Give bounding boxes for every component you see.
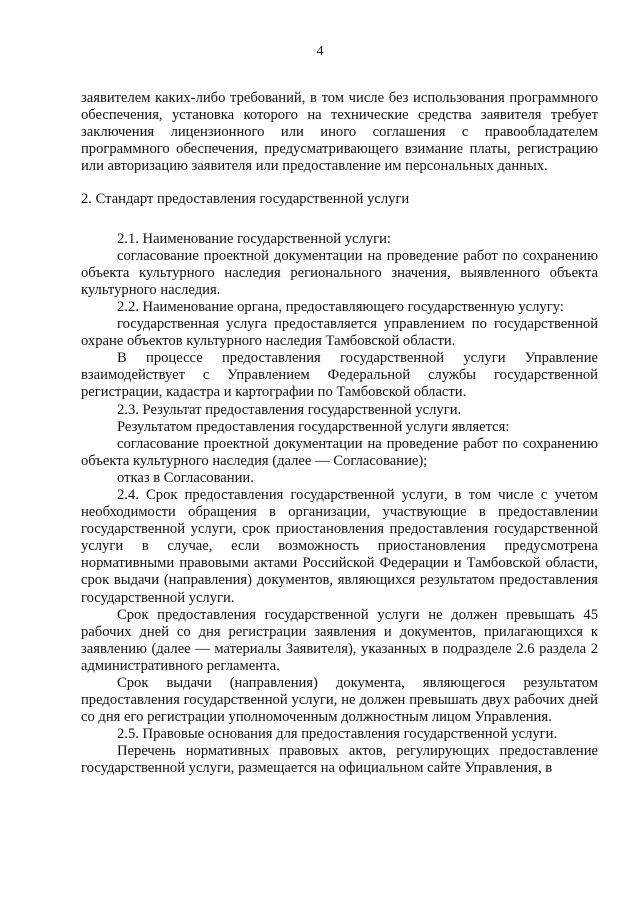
paragraph: согласование проектной документации на проведение работ по сохранению объекта культурного наследия регионального значения, выявленного объекта культурного наследия. [81, 247, 598, 298]
paragraph: 2.1. Наименование государственной услуги: [117, 230, 391, 247]
page-number: 4 [316, 44, 324, 59]
paragraph: 2.5. Правовые основания для предоставления государственной услуги. [117, 726, 558, 743]
paragraph: 2.2. Наименование органа, предоставляющего государственную услугу: [117, 298, 564, 315]
paragraph: 2.4. Срок предоставления государственной услуги, в том числе с учетом необходимости обращения в организации, участвующие в предоставлении государственной услуги, срок приостановления предоставления государственной услуги в случае, если возможность приостановления предусмотрена нормативными правовыми актами Российской Федерации и Тамбовской области, срок выдачи (направления) документов, являющихся результатом предоставления государственной услуги. [81, 486, 598, 606]
paragraph: Срок выдачи (направления) документа, являющегося результатом предоставления государственной услуги, не должен превышать двух рабочих дней со дня его регистрации уполномоченным должностным лицом Управления. [81, 675, 598, 726]
paragraph: согласование проектной документации на проведение работ по сохранению объекта культурного наследия (далее — Согласование); [81, 435, 598, 469]
paragraph: государственная услуга предоставляется управлением по государственной охране объектов культурного наследия Тамбовской области. [81, 316, 598, 350]
paragraph: заявителем каких-либо требований, в том числе без использования программного обеспечения, установка которого на технические средства заявителя требует заключения лицензионного или иного соглашения с правообладателем программного обеспечения, предусматривающего взимание платы, регистрацию или авторизацию заявителя или предоставление им персональных данных. [81, 90, 598, 175]
section-heading: 2. Стандарт предоставления государственной услуги [81, 191, 410, 208]
paragraph: Результатом предоставления государственной услуги является: [117, 418, 510, 435]
document-body [81, 90, 598, 778]
paragraph: Срок предоставления государственной услуги не должен превышать 45 рабочих дней со дня регистрации заявления и документов, прилагающихся к заявлению (далее — материалы Заявителя), указанных в подразделе 2.6 раздела 2 административного регламента. [81, 606, 598, 674]
paragraph: Перечень нормативных правовых актов, регулирующих предоставление государственной услуги, размещается на официальном сайте Управления, в [81, 743, 598, 777]
paragraph: В процессе предоставления государственной услуги Управление взаимодействует с Управлением Федеральной службы государственной регистрации, кадастра и картографии по Тамбовской области. [81, 350, 598, 401]
paragraph: 2.3. Результат предоставления государственной услуги. [117, 401, 462, 418]
paragraph: отказ в Согласовании. [117, 469, 254, 486]
